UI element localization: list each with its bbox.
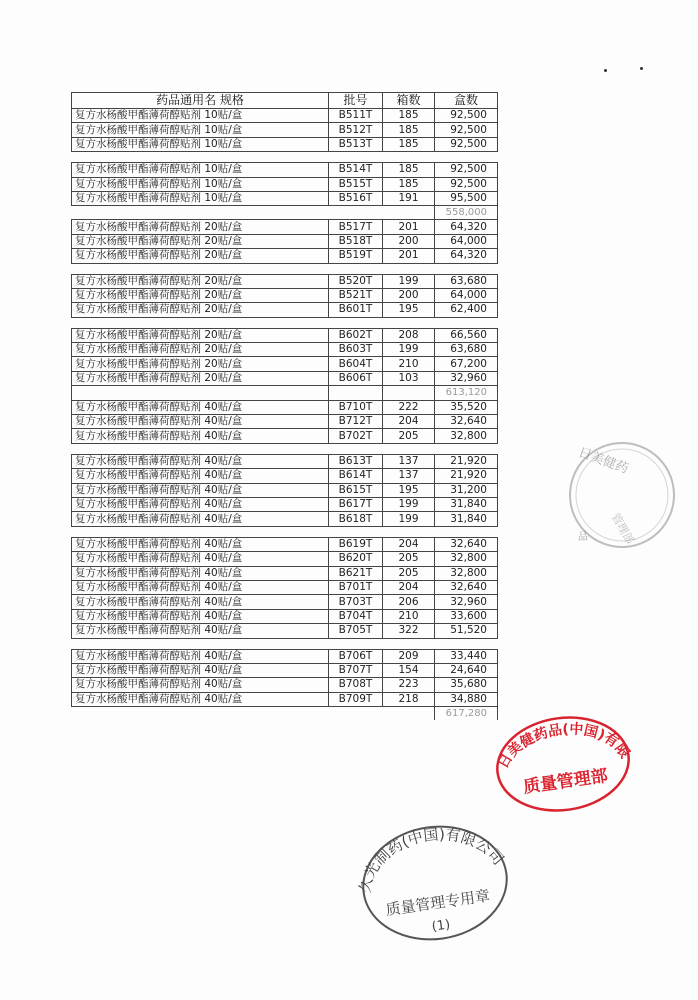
batch-number-cell: B701T: [329, 580, 383, 594]
scan-speck: [640, 67, 643, 70]
drug-name-cell: 复方水杨酸甲酯薄荷醇贴剂 40贴/盒: [72, 692, 329, 706]
box-count-cell: 64,320: [435, 249, 498, 263]
header-batch: 批号: [329, 93, 383, 109]
drug-name-cell: 复方水杨酸甲酯薄荷醇贴剂 40贴/盒: [72, 663, 329, 677]
batch-number-cell: B519T: [329, 249, 383, 263]
table-row: [72, 163, 498, 177]
box-count-cell: 92,500: [435, 137, 498, 151]
table-row: [72, 483, 498, 497]
header-cases: 箱数: [383, 93, 435, 109]
group-separator: [72, 317, 498, 328]
drug-name-cell: 复方水杨酸甲酯薄荷醇贴剂 40贴/盒: [72, 497, 329, 511]
case-count-cell: 199: [383, 274, 435, 288]
group-separator: [72, 152, 498, 163]
separator-cell: [329, 443, 383, 454]
table-row: [72, 343, 498, 357]
box-count-cell: 32,800: [435, 552, 498, 566]
case-count-cell: 222: [383, 400, 435, 414]
case-count-cell: 200: [383, 234, 435, 248]
separator-cell: [435, 317, 498, 328]
drug-name-cell: 复方水杨酸甲酯薄荷醇贴剂 40贴/盒: [72, 649, 329, 663]
case-count-cell: 205: [383, 552, 435, 566]
batch-number-cell: B707T: [329, 663, 383, 677]
batch-number-cell: B602T: [329, 328, 383, 342]
batch-number-cell: B618T: [329, 512, 383, 526]
case-count-cell: 185: [383, 163, 435, 177]
table-row: [72, 512, 498, 526]
batch-number-cell: B606T: [329, 371, 383, 385]
separator-cell: [435, 443, 498, 454]
table-row: [72, 191, 498, 205]
case-count-cell: 185: [383, 177, 435, 191]
box-count-cell: 63,680: [435, 274, 498, 288]
drug-name-cell: 复方水杨酸甲酯薄荷醇贴剂 40贴/盒: [72, 454, 329, 468]
drug-name-cell: 复方水杨酸甲酯薄荷醇贴剂 20贴/盒: [72, 371, 329, 385]
case-count-cell: 204: [383, 415, 435, 429]
drug-name-cell: 复方水杨酸甲酯薄荷醇贴剂 40贴/盒: [72, 469, 329, 483]
drug-name-cell: 复方水杨酸甲酯薄荷醇贴剂 20贴/盒: [72, 220, 329, 234]
batch-number-cell: B515T: [329, 177, 383, 191]
separator-cell: [435, 638, 498, 649]
batch-number-cell: B703T: [329, 595, 383, 609]
empty-cell: [383, 206, 435, 220]
red-seal-department: 质量管理部: [522, 766, 609, 798]
svg-text:品: 品: [578, 532, 588, 543]
separator-cell: [72, 638, 329, 649]
box-count-cell: 21,920: [435, 454, 498, 468]
drug-name-cell: 复方水杨酸甲酯薄荷醇贴剂 40贴/盒: [72, 580, 329, 594]
box-count-cell: 92,500: [435, 123, 498, 137]
svg-text:日美健药: 日美健药: [576, 445, 631, 478]
drug-name-cell: 复方水杨酸甲酯薄荷醇贴剂 10贴/盒: [72, 123, 329, 137]
table-row: [72, 371, 498, 385]
case-count-cell: 103: [383, 371, 435, 385]
box-count-cell: 33,440: [435, 649, 498, 663]
case-count-cell: 218: [383, 692, 435, 706]
batch-number-cell: B620T: [329, 552, 383, 566]
drug-name-cell: 复方水杨酸甲酯薄荷醇贴剂 40贴/盒: [72, 512, 329, 526]
box-count-cell: 62,400: [435, 303, 498, 317]
scan-speck: [604, 69, 607, 72]
batch-number-cell: B613T: [329, 454, 383, 468]
box-count-cell: 92,500: [435, 109, 498, 123]
batch-number-cell: B615T: [329, 483, 383, 497]
gray-seal-number: (1): [430, 917, 452, 935]
case-count-cell: 195: [383, 483, 435, 497]
batch-number-cell: B702T: [329, 429, 383, 443]
table-row: [72, 303, 498, 317]
box-count-cell: 92,500: [435, 177, 498, 191]
batch-table: [71, 92, 498, 720]
separator-cell: [72, 152, 329, 163]
table-row: [72, 234, 498, 248]
red-quality-dept-seal: [488, 707, 638, 822]
case-count-cell: 137: [383, 469, 435, 483]
case-count-cell: 322: [383, 624, 435, 638]
drug-name-cell: 复方水杨酸甲酯薄荷醇贴剂 10贴/盒: [72, 137, 329, 151]
batch-number-cell: B601T: [329, 303, 383, 317]
batch-number-cell: B706T: [329, 649, 383, 663]
table-row: [72, 454, 498, 468]
batch-number-cell: B708T: [329, 678, 383, 692]
case-count-cell: 185: [383, 123, 435, 137]
batch-number-cell: B516T: [329, 191, 383, 205]
separator-cell: [383, 443, 435, 454]
separator-cell: [72, 526, 329, 537]
table-row: [72, 624, 498, 638]
drug-name-cell: 复方水杨酸甲酯薄荷醇贴剂 20贴/盒: [72, 303, 329, 317]
case-count-cell: 200: [383, 288, 435, 302]
drug-name-cell: 复方水杨酸甲酯薄荷醇贴剂 20贴/盒: [72, 343, 329, 357]
header-drug-name: 药品通用名 规格: [72, 93, 329, 109]
table-row: [72, 497, 498, 511]
batch-number-cell: B603T: [329, 343, 383, 357]
group-separator: [72, 526, 498, 537]
drug-name-cell: 复方水杨酸甲酯薄荷醇贴剂 40贴/盒: [72, 566, 329, 580]
case-count-cell: 205: [383, 566, 435, 580]
empty-cell: [383, 386, 435, 400]
drug-name-cell: 复方水杨酸甲酯薄荷醇贴剂 20贴/盒: [72, 249, 329, 263]
empty-cell: [72, 386, 329, 400]
separator-cell: [383, 263, 435, 274]
box-count-cell: 31,200: [435, 483, 498, 497]
box-count-cell: 92,500: [435, 163, 498, 177]
table-row: [72, 249, 498, 263]
box-count-cell: 33,600: [435, 609, 498, 623]
box-count-cell: 67,200: [435, 357, 498, 371]
box-count-cell: 31,840: [435, 512, 498, 526]
case-count-cell: 185: [383, 137, 435, 151]
drug-name-cell: 复方水杨酸甲酯薄荷醇贴剂 40贴/盒: [72, 624, 329, 638]
drug-name-cell: 复方水杨酸甲酯薄荷醇贴剂 40贴/盒: [72, 429, 329, 443]
subtotal-cell: 558,000: [435, 206, 498, 220]
box-count-cell: 32,640: [435, 580, 498, 594]
group-separator: [72, 638, 498, 649]
svg-text:久光制药(中国)有限公司: [355, 818, 510, 897]
batch-number-cell: B621T: [329, 566, 383, 580]
batch-number-cell: B511T: [329, 109, 383, 123]
case-count-cell: 199: [383, 512, 435, 526]
separator-cell: [329, 263, 383, 274]
separator-cell: [72, 317, 329, 328]
case-count-cell: 205: [383, 429, 435, 443]
batch-number-cell: B512T: [329, 123, 383, 137]
table-row: [72, 469, 498, 483]
drug-name-cell: 复方水杨酸甲酯薄荷醇贴剂 10贴/盒: [72, 177, 329, 191]
table-row: [72, 109, 498, 123]
gray-quality-seal: [355, 818, 515, 948]
box-count-cell: 35,520: [435, 400, 498, 414]
batch-number-cell: B619T: [329, 537, 383, 551]
case-count-cell: 137: [383, 454, 435, 468]
group-separator: [72, 263, 498, 274]
batch-number-cell: B617T: [329, 497, 383, 511]
table-row: [72, 580, 498, 594]
table-row: [72, 566, 498, 580]
separator-cell: [72, 263, 329, 274]
table-row: [72, 220, 498, 234]
empty-cell: [383, 707, 435, 721]
separator-cell: [383, 526, 435, 537]
case-count-cell: 210: [383, 609, 435, 623]
batch-number-cell: B521T: [329, 288, 383, 302]
separator-cell: [435, 526, 498, 537]
table-row: [72, 692, 498, 706]
group-separator: [72, 443, 498, 454]
subtotal-row: [72, 707, 498, 721]
case-count-cell: 199: [383, 497, 435, 511]
drug-name-cell: 复方水杨酸甲酯薄荷醇贴剂 40贴/盒: [72, 595, 329, 609]
case-count-cell: 209: [383, 649, 435, 663]
box-count-cell: 64,000: [435, 288, 498, 302]
batch-number-cell: B604T: [329, 357, 383, 371]
drug-name-cell: 复方水杨酸甲酯薄荷醇贴剂 40贴/盒: [72, 483, 329, 497]
batch-number-cell: B520T: [329, 274, 383, 288]
case-count-cell: 199: [383, 343, 435, 357]
table-row: [72, 357, 498, 371]
separator-cell: [329, 317, 383, 328]
table-row: [72, 537, 498, 551]
subtotal-cell: 617,280: [435, 707, 498, 721]
gray-seal-company: 久光制药(中国)有限公司: [355, 825, 508, 895]
drug-name-cell: 复方水杨酸甲酯薄荷醇贴剂 40贴/盒: [72, 415, 329, 429]
drug-name-cell: 复方水杨酸甲酯薄荷醇贴剂 20贴/盒: [72, 288, 329, 302]
table-row: [72, 552, 498, 566]
case-count-cell: 201: [383, 220, 435, 234]
table-row: [72, 328, 498, 342]
empty-cell: [329, 206, 383, 220]
table-row: [72, 137, 498, 151]
separator-cell: [383, 638, 435, 649]
box-count-cell: 31,840: [435, 497, 498, 511]
svg-text:管理部: 管理部: [608, 511, 637, 547]
drug-name-cell: 复方水杨酸甲酯薄荷醇贴剂 40贴/盒: [72, 678, 329, 692]
case-count-cell: 154: [383, 663, 435, 677]
separator-cell: [72, 443, 329, 454]
batch-number-cell: B712T: [329, 415, 383, 429]
table-row: [72, 288, 498, 302]
box-count-cell: 32,640: [435, 537, 498, 551]
box-count-cell: 32,800: [435, 429, 498, 443]
drug-name-cell: 复方水杨酸甲酯薄荷醇贴剂 10贴/盒: [72, 163, 329, 177]
separator-cell: [329, 638, 383, 649]
subtotal-row: [72, 206, 498, 220]
box-count-cell: 95,500: [435, 191, 498, 205]
case-count-cell: 206: [383, 595, 435, 609]
separator-cell: [383, 152, 435, 163]
table-row: [72, 649, 498, 663]
case-count-cell: 191: [383, 191, 435, 205]
batch-number-cell: B513T: [329, 137, 383, 151]
drug-name-cell: 复方水杨酸甲酯薄荷醇贴剂 10贴/盒: [72, 109, 329, 123]
box-count-cell: 32,800: [435, 566, 498, 580]
case-count-cell: 210: [383, 357, 435, 371]
table-row: [72, 274, 498, 288]
table-row: [72, 595, 498, 609]
table-header-row: [72, 93, 498, 109]
box-count-cell: 34,880: [435, 692, 498, 706]
case-count-cell: 223: [383, 678, 435, 692]
box-count-cell: 35,680: [435, 678, 498, 692]
drug-name-cell: 复方水杨酸甲酯薄荷醇贴剂 20贴/盒: [72, 234, 329, 248]
empty-cell: [72, 707, 329, 721]
batch-number-cell: B614T: [329, 469, 383, 483]
batch-number-cell: B710T: [329, 400, 383, 414]
table-row: [72, 177, 498, 191]
box-count-cell: 32,960: [435, 595, 498, 609]
table-row: [72, 678, 498, 692]
box-count-cell: 66,560: [435, 328, 498, 342]
case-count-cell: 195: [383, 303, 435, 317]
table-row: [72, 400, 498, 414]
batch-number-cell: B704T: [329, 609, 383, 623]
table-row: [72, 609, 498, 623]
empty-cell: [72, 206, 329, 220]
batch-number-cell: B709T: [329, 692, 383, 706]
empty-cell: [329, 707, 383, 721]
subtotal-row: [72, 386, 498, 400]
box-count-cell: 63,680: [435, 343, 498, 357]
drug-name-cell: 复方水杨酸甲酯薄荷醇贴剂 10贴/盒: [72, 191, 329, 205]
drug-name-cell: 复方水杨酸甲酯薄荷醇贴剂 20贴/盒: [72, 328, 329, 342]
case-count-cell: 185: [383, 109, 435, 123]
box-count-cell: 32,960: [435, 371, 498, 385]
batch-table-body: [72, 93, 498, 721]
case-count-cell: 208: [383, 328, 435, 342]
batch-number-cell: B518T: [329, 234, 383, 248]
drug-name-cell: 复方水杨酸甲酯薄荷醇贴剂 40贴/盒: [72, 400, 329, 414]
box-count-cell: 51,520: [435, 624, 498, 638]
batch-number-cell: B517T: [329, 220, 383, 234]
separator-cell: [383, 317, 435, 328]
box-count-cell: 32,640: [435, 415, 498, 429]
box-count-cell: 64,000: [435, 234, 498, 248]
drug-name-cell: 复方水杨酸甲酯薄荷醇贴剂 40贴/盒: [72, 552, 329, 566]
case-count-cell: 201: [383, 249, 435, 263]
red-seal-company: 日美健药品(中国)有限公司: [495, 721, 633, 772]
empty-cell: [329, 386, 383, 400]
drug-name-cell: 复方水杨酸甲酯薄荷醇贴剂 40贴/盒: [72, 609, 329, 623]
drug-name-cell: 复方水杨酸甲酯薄荷醇贴剂 20贴/盒: [72, 357, 329, 371]
separator-cell: [329, 152, 383, 163]
separator-cell: [435, 152, 498, 163]
batch-number-cell: B705T: [329, 624, 383, 638]
drug-name-cell: 复方水杨酸甲酯薄荷醇贴剂 20贴/盒: [72, 274, 329, 288]
table-row: [72, 415, 498, 429]
subtotal-cell: 613,120: [435, 386, 498, 400]
table-row: [72, 123, 498, 137]
drug-name-cell: 复方水杨酸甲酯薄荷醇贴剂 40贴/盒: [72, 537, 329, 551]
table-row: [72, 663, 498, 677]
batch-number-cell: B514T: [329, 163, 383, 177]
box-count-cell: 24,640: [435, 663, 498, 677]
box-count-cell: 21,920: [435, 469, 498, 483]
faint-company-seal: [560, 430, 680, 560]
table-row: [72, 429, 498, 443]
separator-cell: [435, 263, 498, 274]
separator-cell: [329, 526, 383, 537]
case-count-cell: 204: [383, 580, 435, 594]
case-count-cell: 204: [383, 537, 435, 551]
gray-seal-department: 质量管理专用章: [384, 886, 492, 920]
header-boxes: 盒数: [435, 93, 498, 109]
box-count-cell: 64,320: [435, 220, 498, 234]
